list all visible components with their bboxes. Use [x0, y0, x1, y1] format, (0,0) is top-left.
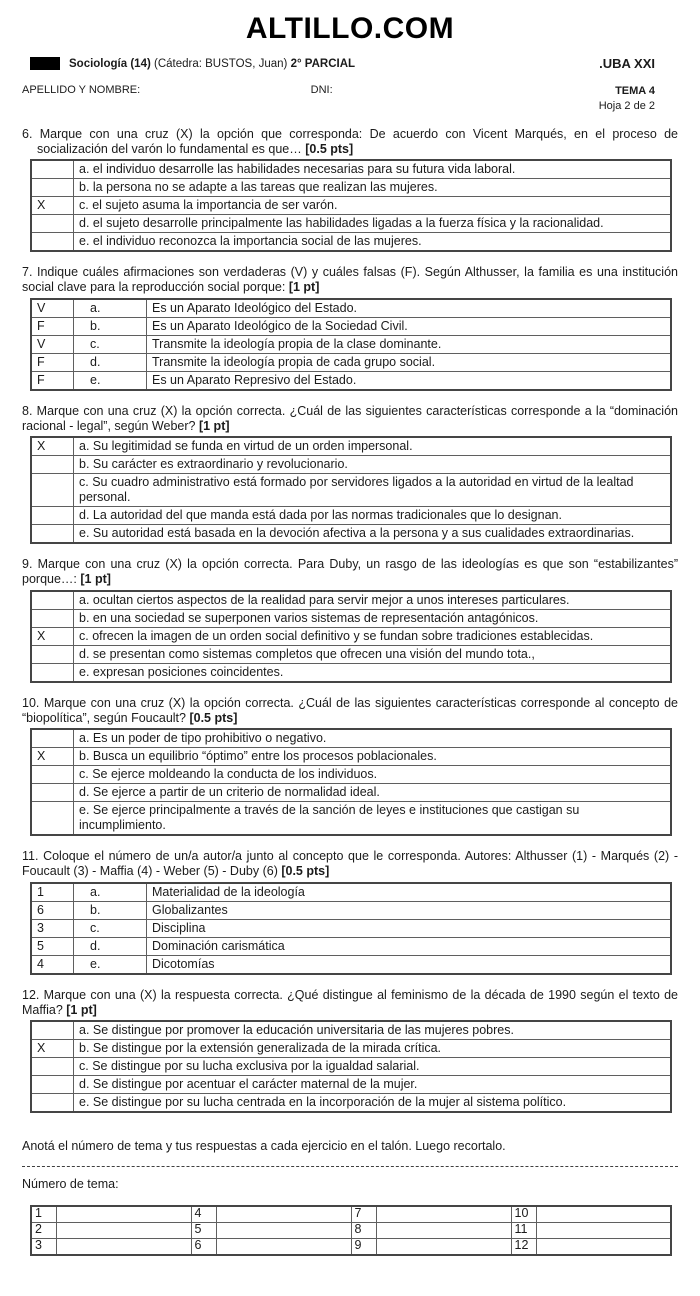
answer-mark-cell: X [31, 197, 74, 215]
concept-row [31, 901, 671, 919]
option-row [31, 437, 671, 456]
option-row [31, 1040, 671, 1058]
question-7 [22, 265, 678, 391]
answer-mark-cell [31, 1076, 74, 1094]
option-text-cell: e. expresan posiciones coincidentes. [74, 663, 672, 682]
option-row [31, 609, 671, 627]
option-text-cell: a. ocultan ciertos aspectos de la realidad para servir mejor a unos intereses particulares. [74, 591, 672, 610]
answer-mark-cell [31, 1094, 74, 1113]
answer-blank-cell [376, 1238, 511, 1255]
option-row [31, 1021, 671, 1040]
exercise-number-cell: 7 [351, 1206, 376, 1223]
option-text-cell: d. Se distingue por acentuar el carácter maternal de la mujer. [74, 1076, 672, 1094]
question-6 [22, 127, 678, 253]
answer-mark-cell [31, 1021, 74, 1040]
option-row [31, 1058, 671, 1076]
option-row [31, 802, 671, 836]
option-text-cell: b. la persona no se adapte a las tareas que realizan las mujeres. [74, 179, 672, 197]
question-9 [22, 557, 678, 683]
answer-mark-cell: F [31, 371, 74, 390]
option-letter-cell: e. [74, 955, 147, 974]
option-row [31, 215, 671, 233]
answer-blank-cell [536, 1206, 671, 1223]
answer-mark-cell [31, 474, 74, 507]
concept-row [31, 883, 671, 902]
answer-grid-row [31, 1206, 671, 1223]
author-number-cell: 4 [31, 955, 74, 974]
concept-row [31, 919, 671, 937]
answer-mark-cell [31, 233, 74, 252]
option-letter-cell: e. [74, 371, 147, 390]
question-10 [22, 696, 678, 837]
option-row [31, 729, 671, 748]
answer-mark-cell [31, 179, 74, 197]
question-8-options-table [30, 436, 672, 544]
question-11-prompt [22, 849, 678, 880]
option-text-cell: d. La autoridad del que manda está dada por las normas tradicionales que lo designan. [74, 507, 672, 525]
option-letter-cell: b. [74, 317, 147, 335]
question-text: 6. Marque con una cruz (X) la opción que corresponda: De acuerdo con Vicent Marqués, en el proceso de socialización del varón lo fundamental es que… [22, 126, 678, 156]
site-title: ALTILLO.COM [245, 12, 455, 45]
exercise-number-cell: 9 [351, 1238, 376, 1255]
answer-mark-cell: F [31, 353, 74, 371]
points-label: [0.5 pts] [189, 710, 238, 725]
option-text-cell: d. se presentan como sistemas completos que ofrecen una visión del mundo tota., [74, 645, 672, 663]
option-row [31, 456, 671, 474]
tema-block [599, 84, 678, 114]
author-number-cell: 6 [31, 901, 74, 919]
hoja-label: Hoja 2 de 2 [598, 99, 655, 112]
answer-mark-cell [31, 160, 74, 179]
option-letter-cell: c. [74, 919, 147, 937]
question-6-options-table [30, 159, 672, 252]
option-letter-cell: b. [74, 901, 147, 919]
question-10-options-table [30, 728, 672, 836]
points-label: [1 pt] [288, 280, 320, 295]
answer-mark-cell [31, 802, 74, 836]
answer-grid-row [31, 1222, 671, 1238]
option-row [31, 627, 671, 645]
question-12-prompt [22, 988, 678, 1019]
option-row [31, 179, 671, 197]
tema-label: TEMA 4 [615, 85, 655, 97]
option-row [31, 784, 671, 802]
exercise-number-cell: 12 [511, 1238, 536, 1255]
answer-mark-cell [31, 507, 74, 525]
author-number-cell: 3 [31, 919, 74, 937]
course-name: Sociología (14) [69, 57, 151, 70]
option-text-cell: d. Se ejerce a partir de un criterio de normalidad ideal. [74, 784, 672, 802]
cut-line-divider [22, 1166, 678, 1167]
option-text-cell: e. Se ejerce principalmente a través de la sanción de leyes e instituciones que castigan su incumplimiento. [74, 802, 672, 836]
exercise-number-cell: 5 [191, 1222, 216, 1238]
answer-mark-cell [31, 663, 74, 682]
option-row [31, 591, 671, 610]
question-text: 7. Indique cuáles afirmaciones son verdaderas (V) y cuáles falsas (F). Según Althusser, la familia es una institución social clave para la reproducción social porque: [22, 265, 678, 295]
concept-text-cell: Dicotomías [147, 955, 672, 974]
answer-blank-cell [376, 1206, 511, 1223]
option-row [31, 525, 671, 544]
option-text-cell: a. Su legitimidad se funda en virtud de un orden impersonal. [74, 437, 672, 456]
option-letter-cell: c. [74, 335, 147, 353]
option-text-cell: Transmite la ideología propia de la clase dominante. [147, 335, 672, 353]
concept-row [31, 955, 671, 974]
option-row [31, 197, 671, 215]
answer-mark-cell [31, 729, 74, 748]
question-text: 12. Marque con una (X) la respuesta correcta. ¿Qué distingue al feminismo de la década de 1990 según el texto de Maffia? [22, 987, 678, 1017]
option-row [31, 507, 671, 525]
option-text-cell: c. Su cuadro administrativo está formado por servidores ligados a la autoridad en virtud de la lealtad personal. [74, 474, 672, 507]
question-8-prompt [22, 404, 678, 435]
answer-mark-cell [31, 215, 74, 233]
exercise-number-cell: 1 [31, 1206, 56, 1223]
option-text-cell: b. Se distingue por la extensión generalizada de la mirada crítica. [74, 1040, 672, 1058]
question-text: 10. Marque con una cruz (X) la opción correcta. ¿Cuál de las siguientes características corresponde al concepto de “biopolítica”, según Foucault? [22, 695, 678, 725]
exercise-number-cell: 10 [511, 1206, 536, 1223]
answer-blank-cell [536, 1238, 671, 1255]
question-11-concepts-table [30, 882, 672, 975]
option-text-cell: b. Busca un equilibrio “óptimo” entre los procesos poblacionales. [74, 748, 672, 766]
option-row [31, 233, 671, 252]
answer-mark-cell [31, 525, 74, 544]
answer-mark-cell: X [31, 748, 74, 766]
institution-label: .UBA XXI [599, 56, 655, 71]
answer-mark-cell: F [31, 317, 74, 335]
option-row [31, 748, 671, 766]
question-text: 9. Marque con una cruz (X) la opción correcta. Para Duby, un rasgo de las ideologías es que son “estabilizantes” porque…: [22, 557, 678, 587]
question-text: 11. Coloque el número de un/a autor/a junto al concepto que le corresponda. Autores: Althusser (1) - Marqués (2) - Foucault (3) - Maffia (4) - Weber (5) - Duby (6) [22, 849, 678, 879]
exercise-number-cell: 4 [191, 1206, 216, 1223]
option-row [31, 474, 671, 507]
name-field-label: APELLIDO Y NOMBRE: [22, 84, 141, 96]
answer-mark-cell [31, 784, 74, 802]
points-label: [0.5 pts] [281, 864, 330, 879]
exercise-number-cell: 8 [351, 1222, 376, 1238]
exercise-number-cell: 2 [31, 1222, 56, 1238]
author-number-cell: 5 [31, 937, 74, 955]
option-text-cell: e. el individuo reconozca la importancia social de las mujeres. [74, 233, 672, 252]
option-text-cell: c. el sujeto asuma la importancia de ser varón. [74, 197, 672, 215]
question-7-prompt [22, 265, 678, 296]
dni-field-label: DNI: [310, 84, 333, 96]
concept-text-cell: Dominación carismática [147, 937, 672, 955]
option-text-cell: c. Se ejerce moldeando la conducta de los individuos. [74, 766, 672, 784]
concept-text-cell: Disciplina [147, 919, 672, 937]
author-number-cell: 1 [31, 883, 74, 902]
tema-number-label: Número de tema: [22, 1176, 119, 1191]
option-row [31, 353, 671, 371]
exam-label: 2° PARCIAL [290, 57, 356, 70]
option-text-cell: Es un Aparato Ideológico de la Sociedad Civil. [147, 317, 672, 335]
points-label: [0.5 pts] [305, 141, 354, 156]
answer-mark-cell: V [31, 299, 74, 318]
option-text-cell: c. ofrecen la imagen de un orden social definitivo y se fundan sobre tradiciones establecidas. [74, 627, 672, 645]
concept-row [31, 937, 671, 955]
option-text-cell: e. Se distingue por su lucha centrada en la incorporación de la mujer al sistema político. [74, 1094, 672, 1113]
option-text-cell: e. Su autoridad está basada en la devoción afectiva a la persona y a sus cualidades extraordinarias. [74, 525, 672, 544]
answer-blank-cell [536, 1222, 671, 1238]
points-label: [1 pt] [198, 418, 230, 433]
course-line [69, 58, 599, 70]
option-row [31, 335, 671, 353]
option-row [31, 1076, 671, 1094]
option-row [31, 317, 671, 335]
question-12-options-table [30, 1020, 672, 1113]
answer-mark-cell [31, 766, 74, 784]
option-row [31, 371, 671, 390]
option-letter-cell: d. [74, 937, 147, 955]
answer-mark-cell [31, 609, 74, 627]
option-text-cell: b. Su carácter es extraordinario y revolucionario. [74, 456, 672, 474]
answer-blank-cell [216, 1222, 351, 1238]
student-fields-row [22, 84, 678, 114]
points-label: [1 pt] [80, 572, 111, 587]
option-text-cell: a. Se distingue por promover la educación universitaria de las mujeres pobres. [74, 1021, 672, 1040]
exam-header-row [22, 56, 678, 71]
answer-mark-cell [31, 1058, 74, 1076]
option-letter-cell: a. [74, 299, 147, 318]
option-row [31, 663, 671, 682]
answer-blank-cell [216, 1238, 351, 1255]
question-8 [22, 404, 678, 545]
exercise-number-cell: 6 [191, 1238, 216, 1255]
question-11 [22, 849, 678, 975]
answer-mark-cell [31, 456, 74, 474]
redaction-box [30, 57, 60, 70]
answer-blank-cell [56, 1222, 191, 1238]
option-row [31, 299, 671, 318]
exercise-number-cell: 11 [511, 1222, 536, 1238]
answer-blank-cell [56, 1206, 191, 1223]
option-text-cell: Es un Aparato Represivo del Estado. [147, 371, 672, 390]
question-9-prompt [22, 557, 678, 588]
concept-text-cell: Globalizantes [147, 901, 672, 919]
option-row [31, 766, 671, 784]
course-catedra: (Cátedra: BUSTOS, Juan) [154, 57, 288, 70]
answer-blank-cell [56, 1238, 191, 1255]
option-row [31, 160, 671, 179]
option-row [31, 645, 671, 663]
question-6-prompt [22, 127, 678, 158]
answer-mark-cell: V [31, 335, 74, 353]
question-9-options-table [30, 590, 672, 683]
answer-mark-cell: X [31, 437, 74, 456]
answer-mark-cell [31, 591, 74, 610]
option-text-cell: a. Es un poder de tipo prohibitivo o negativo. [74, 729, 672, 748]
answer-mark-cell [31, 645, 74, 663]
option-text-cell: Transmite la ideología propia de cada grupo social. [147, 353, 672, 371]
concept-text-cell: Materialidad de la ideología [147, 883, 672, 902]
question-7-options-table [30, 298, 672, 391]
option-text-cell: b. en una sociedad se superponen varios sistemas de representación antagónicos. [74, 609, 672, 627]
exercise-number-cell: 3 [31, 1238, 56, 1255]
answer-mark-cell: X [31, 627, 74, 645]
option-text-cell: Es un Aparato Ideológico del Estado. [147, 299, 672, 318]
question-10-prompt [22, 696, 678, 727]
answer-mark-cell: X [31, 1040, 74, 1058]
option-text-cell: c. Se distingue por su lucha exclusiva por la igualdad salarial. [74, 1058, 672, 1076]
option-row [31, 1094, 671, 1113]
answer-grid-row [31, 1238, 671, 1255]
points-label: [1 pt] [66, 1002, 97, 1017]
option-text-cell: d. el sujeto desarrolle principalmente las habilidades ligadas a la fuerza física y la racionalidad. [74, 215, 672, 233]
stub-instruction: Anotá el número de tema y tus respuestas a cada ejercicio en el talón. Luego recortalo. [22, 1139, 506, 1154]
question-text: 8. Marque con una cruz (X) la opción correcta. ¿Cuál de las siguientes características corresponde a la “dominación racional - legal”, según Weber? [22, 403, 678, 433]
option-letter-cell: a. [74, 883, 147, 902]
answer-stub-grid [30, 1205, 672, 1256]
question-12 [22, 988, 678, 1114]
option-text-cell: a. el individuo desarrolle las habilidades necesarias para su futura vida laboral. [74, 160, 672, 179]
answer-blank-cell [216, 1206, 351, 1223]
option-letter-cell: d. [74, 353, 147, 371]
answer-blank-cell [376, 1222, 511, 1238]
